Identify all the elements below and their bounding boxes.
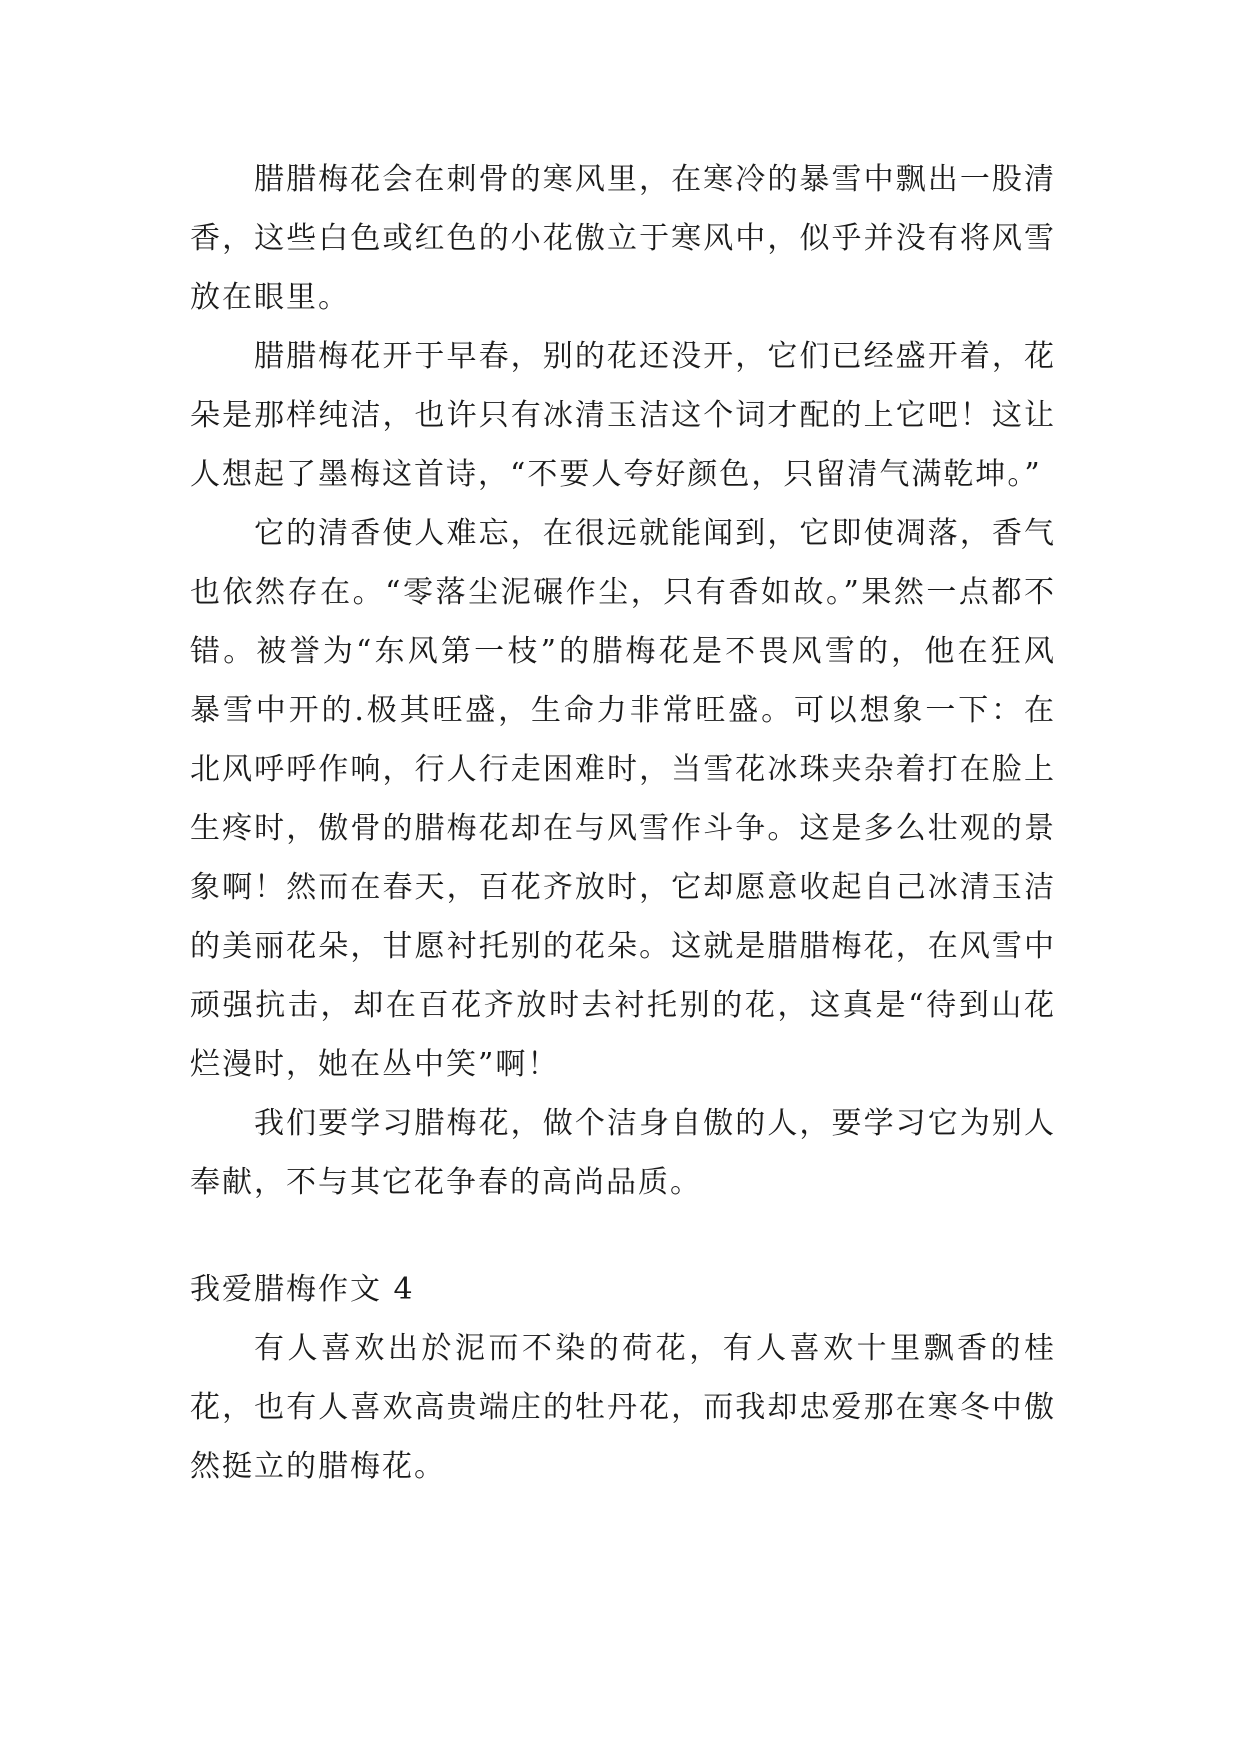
paragraph-4: 我们要学习腊梅花，做个洁身自傲的人，要学习它为别人奉献，不与其它花争春的高尚品质。: [190, 1106, 1056, 1200]
paragraph-3: 它的清香使人难忘，在很远就能闻到，它即使凋落，香气也依然存在。“零落尘泥碾作尘，只有香如故。”果然一点都不错。被誉为“东风第一枝”的腊梅花是不畏风雪的，他在狂风暴雪中开的.极其旺盛，生命力非常旺盛。可以想象一下：在北风呼呼作响，行人行走困难时，当雪花冰珠夹杂着打在脸上生疼时，傲骨的腊梅花却在与风雪作斗争。这是多么壮观的景象啊！然而在春天，百花齐放时，它却愿意收起自己冰清玉洁的美丽花朵，甘愿衬托别的花朵。这就是腊腊梅花，在风雪中顽强抗击，却在百花齐放时去衬托别的花，这真是“待到山花烂漫时，她在丛中笑”啊！: [190, 516, 1056, 1082]
paragraph-2: 腊腊梅花开于早春，别的花还没开，它们已经盛开着，花朵是那样纯洁，也许只有冰清玉洁这个词才配的上它吧！这让人想起了墨梅这首诗，“不要人夸好颜色，只留清气满乾坤。”: [190, 339, 1056, 492]
paragraph-5: 有人喜欢出於泥而不染的荷花，有人喜欢十里飘香的桂花，也有人喜欢高贵端庄的牡丹花，而我却忠爱那在寒冬中傲然挺立的腊梅花。: [190, 1331, 1056, 1484]
document-body: [190, 150, 1056, 1496]
paragraph-1: 腊腊梅花会在刺骨的寒风里，在寒冷的暴雪中飘出一股清香，这些白色或红色的小花傲立于寒风中，似乎并没有将风雪放在眼里。: [190, 162, 1056, 315]
section-heading: 我爱腊梅作文 4: [190, 1272, 415, 1307]
